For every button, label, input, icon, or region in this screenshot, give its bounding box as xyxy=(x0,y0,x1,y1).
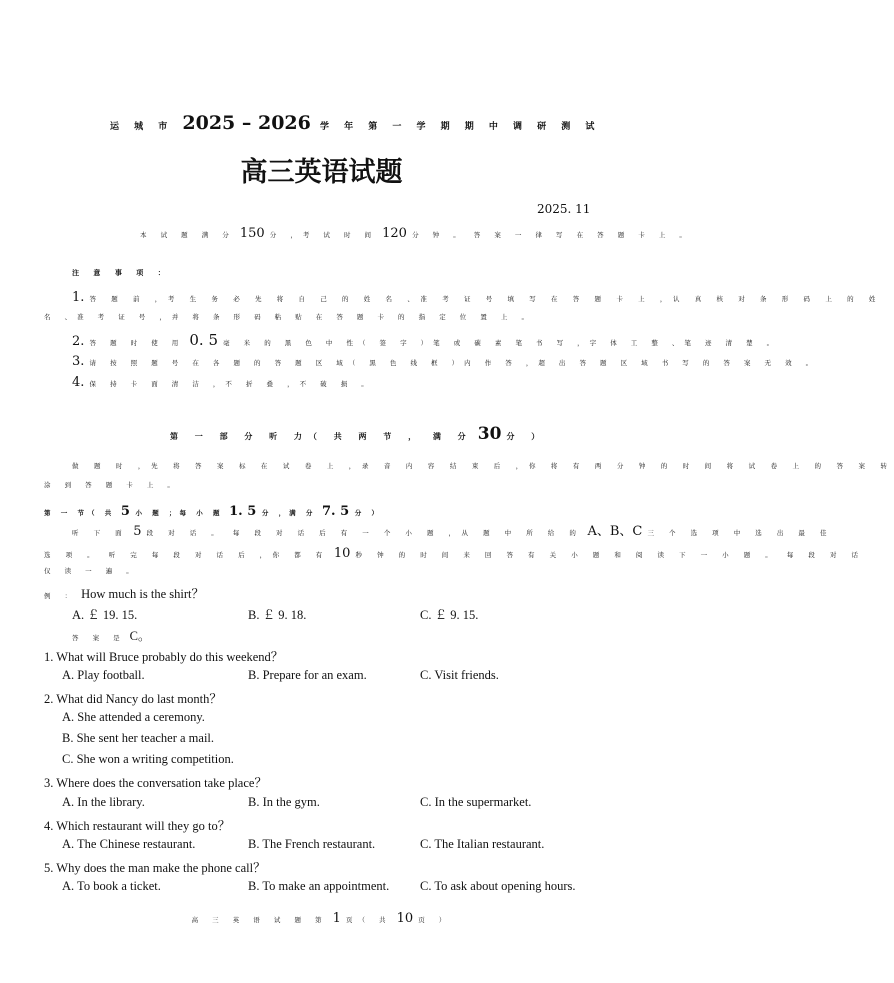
term-text: 学 年 第 一 学 期 期 中 调 研 测 试 xyxy=(319,122,601,132)
question-5: 5. Why does the man make the phone call？ xyxy=(44,861,266,875)
part1-heading: 第 一 部 分 听 力（ 共 两 节 ， 满 分 30 分 ） xyxy=(170,424,547,444)
note-2: 2. 答 题 时 使 用 0. 5 毫 米 的 黑 色 中 性（ 签 字 ）笔 或 碳 素 笔 书 写 ，字 体 工 整 、笔 迹 清 楚 。 xyxy=(72,331,780,349)
part1-score: 30 xyxy=(477,424,502,444)
part1-intro-cont: 涂 到 答 题 卡 上 。 xyxy=(44,481,180,489)
exam-header-line xyxy=(110,112,600,134)
question-3: 3. Where does the conversation take place？ xyxy=(44,776,267,790)
notes-heading: 注 意 事 项 ： xyxy=(72,268,171,277)
q5-option-a: A. To book a ticket. xyxy=(62,879,161,893)
page-title: 高三英语试题 xyxy=(240,157,403,188)
pen-size: 0. 5 xyxy=(189,331,218,349)
section1-heading: 第 一 节（ 共 5 小 题 ；每 小 题 1. 5 分 ，满 分 7. 5 分 ） xyxy=(44,504,382,519)
section1-directions-end: 仅 读 一 遍 。 xyxy=(44,567,139,575)
q4-option-b: B. The French restaurant. xyxy=(248,837,376,851)
q2-option-a: A. She attended a ceremony. xyxy=(62,710,205,724)
q4-option-c: C. The Italian restaurant. xyxy=(420,837,545,851)
question-4: 4. Which restaurant will they go to？ xyxy=(44,819,231,833)
q1-option-b: B. Prepare for an exam. xyxy=(248,668,367,682)
example-answer: 答 案 是 C。 xyxy=(72,629,151,643)
exam-time: 120 xyxy=(382,226,407,241)
section1-directions-cont: 选 项 。 听 完 每 段 对 话 后 ，你 都 有 10 秒 钟 的 时 间 来 回 答 有 关 小 题 和 阅 读 下 一 小 题 。 每 段 对 话 xyxy=(44,546,865,561)
q1-option-c: C. Visit friends. xyxy=(420,668,499,682)
q5-option-c: C. To ask about opening hours. xyxy=(420,879,576,893)
note-4: 4. 保 持 卡 面 清 洁 ，不 折 叠 ，不 破 损 。 xyxy=(72,375,374,390)
exam-date: 2025. 11 xyxy=(537,202,591,216)
q4-option-a: A. The Chinese restaurant. xyxy=(62,837,196,851)
page-footer: 高 三 英 语 试 题 第 1 页（ 共 10 页 ） xyxy=(191,911,452,926)
example-option-c: C. ￡ 9. 15. xyxy=(420,608,479,622)
section1-directions: 听 下 面 5 段 对 话 。 每 段 对 话 后 有 一 个 小 题 ，从 题 中 所 给 的 A、B、C 三 个 选 项 中 选 出 最 佳 xyxy=(72,524,833,539)
school-years: 2025 – 2026 xyxy=(182,112,311,134)
example-option-a: A. ￡ 19. 15. xyxy=(72,608,138,622)
note-1-continued: 名 、准 考 证 号 ，并 将 条 形 码 粘 贴 在 答 题 卡 的 指 定 位 置 上 。 xyxy=(44,313,534,321)
q5-option-b: B. To make an appointment. xyxy=(248,879,390,893)
region-text: 运 城 市 xyxy=(110,122,174,132)
note-3: 3. 请 按 照 题 号 在 各 题 的 答 题 区 域（ 黑 色 线 框 ）内 作 答 ，超 出 答 题 区 域 书 写 的 答 案 无 效 。 xyxy=(72,354,819,369)
part1-intro: 做 题 时 ，先 将 答 案 标 在 试 卷 上 ，录 音 内 容 结 束 后 ，你 将 有 两 分 钟 的 时 间 将 试 卷 上 的 答 案 转 xyxy=(72,462,894,470)
q2-option-b: B. She sent her teacher a mail. xyxy=(62,731,215,745)
page-number: 1 xyxy=(332,911,341,926)
question-1: 1. What will Bruce probably do this weekend？ xyxy=(44,650,284,664)
note-1: 1. 答 题 前 ，考 生 务 必 先 将 自 己 的 姓 名 、准 考 证 号 填 写 在 答 题 卡 上 ，认 真 核 对 条 形 码 上 的 姓 xyxy=(72,290,882,305)
exam-info-line: 本 试 题 满 分 150 分 ，考 试 时 间 120 分 钟 。 答 案 一 律 写 在 答 题 卡 上 。 xyxy=(140,226,692,241)
q3-option-b: B. In the gym. xyxy=(248,795,320,809)
full-score: 150 xyxy=(239,226,265,241)
q3-option-c: C. In the supermarket. xyxy=(420,795,532,809)
page-total: 10 xyxy=(396,911,414,926)
q1-option-a: A. Play football. xyxy=(62,668,145,682)
example-option-b: B. ￡ 9. 18. xyxy=(248,608,307,622)
q2-option-c: C. She won a writing competition. xyxy=(62,752,234,766)
question-2: 2. What did Nancy do last month？ xyxy=(44,692,222,706)
q3-option-a: A. In the library. xyxy=(62,795,145,809)
example-question: 例 ： How much is the shirt？ xyxy=(44,587,204,601)
